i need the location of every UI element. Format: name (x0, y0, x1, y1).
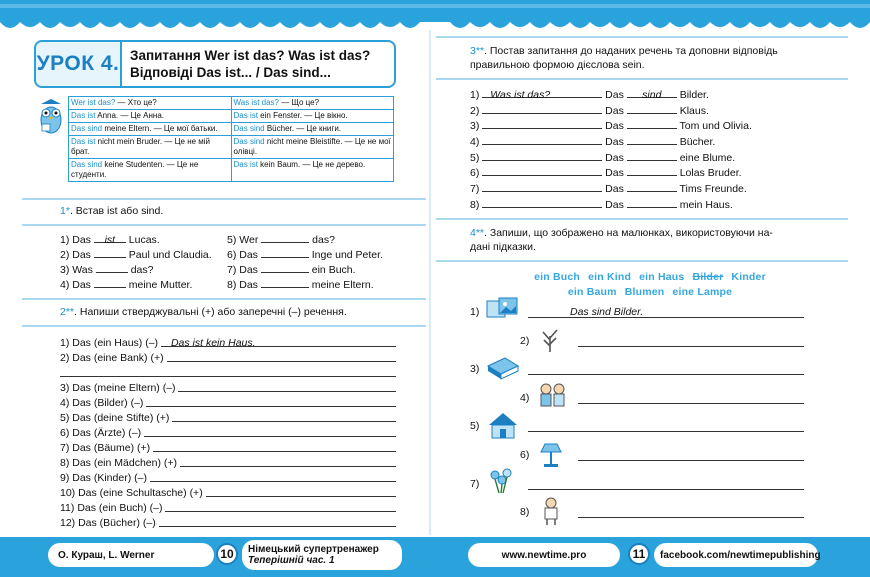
ex1-body (60, 233, 420, 295)
ex3-question-blank[interactable] (482, 151, 602, 161)
ex3-item-number: 6) (470, 167, 483, 180)
ex3-ending: eine Blume. (676, 151, 736, 164)
ex4-item-number: 8) (520, 506, 530, 519)
ex2-item (60, 456, 396, 471)
ex1-item-end: Paul und Claudia. (125, 249, 212, 261)
grammar-keyword: Das sind (71, 124, 103, 133)
grammar-row (69, 97, 394, 110)
ex2-answer-line[interactable] (153, 441, 396, 452)
section-divider (436, 218, 848, 220)
grammar-cell (231, 123, 394, 136)
pictures-icon (484, 295, 522, 327)
ex3-das: Das (602, 136, 627, 149)
ex2-prompt: 3) Das (meine Eltern) (–) (60, 382, 179, 394)
ex1-answer-blank[interactable] (261, 263, 309, 273)
ex2-heading: 2**. Напиши стверджувальні (+) або заперечні (–) речення. (60, 306, 347, 318)
grammar-translation: nicht mein Bruder. — Це не мій брат. (71, 137, 211, 156)
footer-book-title: Німецький супертренажер Теперішній час. 1 (242, 540, 402, 570)
ex1-answer-blank[interactable] (94, 248, 126, 258)
grammar-cell (69, 110, 232, 123)
grammar-table (68, 96, 394, 182)
ex3-verb-blank[interactable] (627, 135, 677, 145)
section-divider (22, 224, 426, 226)
ex1-answer-blank[interactable] (261, 233, 309, 243)
ex3-ending: Klaus. (676, 104, 709, 117)
footer-authors: О. Кураш, L. Werner (48, 543, 214, 567)
ex2-prompt: 6) Das (Ärzte) (–) (60, 427, 145, 439)
ex1-answer-blank[interactable] (94, 278, 126, 288)
ex1-answer-blank[interactable] (261, 278, 309, 288)
ex3-item (470, 135, 810, 151)
grammar-cell (69, 123, 232, 136)
ex3-item (470, 182, 810, 198)
word-bank-word: ein Kind (588, 271, 632, 283)
ex1-item-end: meine Eltern. (308, 279, 374, 291)
grammar-cell (231, 159, 394, 182)
ex2-instruction: . Напиши стверджувальні (+) або заперечні (–) речення. (74, 306, 347, 318)
ex2-item (60, 501, 396, 516)
grammar-translation: — Хто це? (115, 98, 157, 107)
ex1-answer-blank[interactable] (261, 248, 309, 258)
ex3-item-number: 7) (470, 183, 483, 196)
grammar-row (69, 159, 394, 182)
ex4-answer: Das sind Bilder. (570, 306, 644, 318)
ex4-answer-line[interactable] (578, 391, 804, 404)
ex1-item (60, 278, 212, 293)
ex3-verb-blank[interactable] (627, 182, 677, 192)
ex3-question-blank[interactable] (482, 104, 602, 114)
ex3-item-number: 3) (470, 120, 483, 133)
ex2-answer: Das ist kein Haus. (170, 337, 256, 349)
footer-facebook-link[interactable]: facebook.com/newtimepublishing (654, 543, 818, 567)
spread-divider (429, 30, 431, 535)
ex1-item-start: 7) Das (227, 264, 261, 276)
ex2-body (60, 336, 396, 531)
ex2-prompt: 9) Das (Kinder) (–) (60, 472, 150, 484)
ex4-answer-line[interactable] (578, 334, 804, 347)
ex1-answer: ist (104, 234, 116, 246)
ex2-item (60, 516, 396, 531)
grammar-keyword: Das ist (71, 137, 96, 146)
ex2-answer-line[interactable] (144, 426, 396, 437)
grammar-cell (69, 159, 232, 182)
word-bank-word: ein Buch (534, 271, 581, 283)
section-divider (436, 260, 848, 262)
word-bank-word: Kinder (731, 271, 766, 283)
section-divider (436, 36, 848, 38)
book-icon (484, 352, 522, 384)
word-bank-word: Bilder (692, 271, 724, 283)
ex3-ending: Bücher. (676, 136, 716, 149)
grammar-translation: meine Eltern. — Це мої батьки. (102, 124, 218, 133)
ex4-item-number: 2) (520, 334, 530, 347)
grammar-cell (231, 97, 394, 110)
ex1-item-end: das? (309, 234, 335, 246)
ex2-answer-line[interactable] (146, 396, 396, 407)
ex3-ending: Tom und Olivia. (676, 120, 752, 133)
ex2-answer-line[interactable] (167, 351, 397, 362)
grammar-cell (231, 136, 394, 159)
ex2-prompt: 11) Das (ein Buch) (–) (60, 502, 166, 514)
ex2-answer-line[interactable] (150, 471, 396, 482)
ex1-item-start: 5) Wer (227, 234, 262, 246)
ex3-item-number: 1) (470, 89, 483, 101)
ex2-item (60, 351, 396, 366)
grammar-cell (69, 97, 232, 110)
ex3-das: Das (602, 183, 627, 196)
ex3-ending: Tims Freunde. (676, 183, 747, 196)
grammar-keyword: Wer ist das? (71, 98, 116, 107)
ex3-question-blank[interactable] (482, 182, 602, 192)
ex4-answer-line[interactable] (528, 419, 804, 432)
ex3-question-blank[interactable] (482, 166, 602, 176)
grammar-translation: kein Baum. — Це не дерево. (257, 160, 366, 169)
ex2-item (60, 411, 396, 426)
ex4-instruction: . Запиши, що зображено на малюнках, використовуючи на- (484, 227, 773, 239)
page-number-left: 10 (216, 543, 238, 565)
ex4-heading: 4**. Запиши, що зображено на малюнках, використовуючи на- дані підказки. (470, 227, 773, 253)
ex4-item-number: 3) (470, 363, 480, 376)
ex3-body (470, 88, 810, 214)
ex3-verb-blank[interactable] (627, 104, 677, 114)
ex1-item-end: Inge und Peter. (308, 249, 383, 261)
tree-icon (534, 324, 572, 356)
ex1-item-start: 2) Das (60, 249, 94, 261)
lamp-icon (534, 438, 572, 470)
ex2-answer-line[interactable] (206, 486, 396, 497)
ex3-verb-blank[interactable] (627, 166, 677, 176)
ex2-item (60, 336, 396, 351)
ex2-item (60, 441, 396, 456)
grammar-keyword: Das ist (233, 160, 258, 169)
ex3-das: Das (602, 104, 627, 117)
ex3-item-number: 4) (470, 136, 483, 149)
ex4-answer-line[interactable] (578, 505, 804, 518)
section-divider (436, 78, 848, 80)
grammar-keyword: Das sind (233, 124, 265, 133)
ex2-prompt: 1) Das (ein Haus) (–) (60, 337, 161, 349)
grammar-translation: Bücher. — Це книги. (264, 124, 342, 133)
ex3-question: Was ist das? (490, 89, 551, 101)
section-divider (22, 198, 426, 200)
ex1-item-end: ein Buch. (308, 264, 356, 276)
ex1-item-start: 8) Das (227, 279, 261, 291)
ex2-item (60, 366, 396, 381)
grammar-row (69, 136, 394, 159)
grammar-cell (231, 110, 394, 123)
ex3-ending: Lolas Bruder. (676, 167, 742, 180)
grammar-keyword: Was ist das? (233, 98, 279, 107)
ex3-question-blank[interactable] (482, 135, 602, 145)
ex1-item (60, 233, 212, 248)
ex3-verb-blank[interactable] (627, 119, 677, 129)
ex1-item (227, 248, 383, 263)
ex3-question-blank[interactable] (482, 198, 602, 208)
ex2-answer-line[interactable] (172, 411, 396, 422)
word-bank-word: Blumen (624, 286, 665, 298)
ex1-instruction: . Встав ist або sind. (69, 205, 164, 217)
grammar-translation: — Що це? (279, 98, 320, 107)
ex3-instruction: . Постав запитання до наданих речень та доповни відповідь (484, 45, 778, 57)
ex4-item-number: 4) (520, 391, 530, 404)
ex1-item-start: 6) Das (227, 249, 261, 261)
ex4-item-number: 1) (470, 306, 480, 318)
ex4-answer-line[interactable] (528, 305, 804, 318)
ex2-prompt: 10) Das (eine Schultasche) (+) (60, 487, 206, 499)
ex3-verb: sind (642, 89, 662, 101)
ex2-item (60, 471, 396, 486)
ex2-prompt: 2) Das (eine Bank) (+) (60, 352, 167, 364)
footer-website-link[interactable]: www.newtime.pro (468, 543, 620, 567)
ex1-item-end: das? (127, 264, 154, 276)
ex3-item-number: 8) (470, 198, 483, 211)
ex1-answer-blank[interactable] (96, 263, 128, 273)
grammar-keyword: Das sind (71, 160, 103, 169)
page-number-right: 11 (628, 543, 650, 565)
grammar-row (69, 110, 394, 123)
ex3-das: Das (602, 167, 627, 180)
word-bank (470, 270, 830, 300)
ex2-answer-line[interactable] (161, 336, 396, 347)
ex1-heading: 1*. Встав ist або sind. (60, 205, 164, 217)
ex3-verb-blank[interactable] (627, 151, 677, 161)
ex1-item (227, 278, 383, 293)
ex1-answer-blank[interactable] (94, 233, 126, 246)
ex2-item (60, 426, 396, 441)
ex1-item-start: 3) Was (60, 264, 96, 276)
grammar-keyword: Das ist (233, 111, 258, 120)
ex3-das: Das (602, 89, 627, 101)
word-bank-word: ein Baum (567, 286, 617, 298)
ex1-item (227, 233, 383, 248)
grammar-row (69, 123, 394, 136)
lesson-number: УРОК 4. (36, 42, 122, 86)
ex3-das: Das (602, 120, 627, 133)
grammar-translation: ein Fenster. — Це вікно. (257, 111, 348, 120)
flowers-icon (484, 467, 522, 499)
ex3-item-number: 5) (470, 151, 483, 164)
children-icon (534, 381, 572, 413)
ex3-item-number: 2) (470, 104, 483, 117)
ex3-item (470, 198, 810, 214)
ex1-item-end: Lucas. (125, 234, 160, 246)
top-wave-band (0, 0, 870, 40)
ex4-answer-line[interactable] (528, 362, 804, 375)
ex3-item (470, 166, 810, 182)
ex3-das: Das (602, 151, 627, 164)
ex2-prompt: 7) Das (Bäume) (+) (60, 442, 154, 454)
grammar-cell (69, 136, 232, 159)
ex2-answer-line[interactable] (159, 516, 396, 527)
ex2-prompt: 4) Das (Bilder) (–) (60, 397, 147, 409)
ex3-das: Das (602, 198, 627, 211)
ex2-answer-line[interactable] (180, 456, 396, 467)
ex3-question-blank[interactable] (482, 88, 602, 101)
ex2-item (60, 381, 396, 396)
grammar-translation: keine Studenten. — Це не студенти. (71, 160, 199, 179)
ex4-answer-line[interactable] (528, 477, 804, 490)
word-bank-word: eine Lampe (672, 286, 733, 298)
ex4-answer-line[interactable] (578, 448, 804, 461)
grammar-keyword: Das sind (233, 137, 265, 146)
ex3-ending: mein Haus. (676, 198, 733, 211)
lesson-header (34, 40, 396, 88)
grammar-translation: Anna. — Це Анна. (95, 111, 165, 120)
ex3-item (470, 151, 810, 167)
ex3-verb-blank[interactable] (627, 88, 677, 101)
ex4-item-number: 7) (470, 477, 480, 490)
ex2-prompt: 8) Das (ein Mädchen) (+) (60, 457, 180, 469)
ex3-question-blank[interactable] (482, 119, 602, 129)
word-bank-word: ein Haus (639, 271, 685, 283)
grammar-keyword: Das ist (71, 111, 96, 120)
ex3-item (470, 104, 810, 120)
ex3-item (470, 88, 810, 104)
ex1-item (227, 263, 383, 278)
ex1-item (60, 248, 212, 263)
ex1-item-start: 4) Das (60, 279, 94, 291)
ex4-item-number: 5) (470, 420, 480, 433)
ex3-verb-blank[interactable] (627, 198, 677, 208)
ex2-answer-line[interactable] (178, 381, 396, 392)
ex3-ending: Bilder. (676, 89, 709, 101)
ex3-heading: 3**. Постав запитання до наданих речень та доповни відповідь правильною формою дієслова sein. (470, 45, 778, 71)
section-divider (22, 325, 426, 327)
section-divider (22, 298, 426, 300)
ex4-item-number: 6) (520, 449, 530, 461)
house-icon (484, 409, 522, 441)
ex2-prompt: 12) Das (Bücher) (–) (60, 517, 159, 529)
ex3-item (470, 119, 810, 135)
owl-mascot-icon (36, 96, 66, 136)
grammar-translation: nicht meine Bleistifte. — Це не мої олівці. (233, 137, 391, 156)
ex2-prompt: 5) Das (deine Stifte) (+) (60, 412, 173, 424)
lesson-title: Запитання Wer ist das? Was ist das? Відповіді Das ist... / Das sind... (130, 48, 371, 80)
ex2-answer-line[interactable] (165, 501, 396, 512)
ex2-item (60, 486, 396, 501)
ex2-item (60, 396, 396, 411)
ex1-item (60, 263, 212, 278)
ex1-item-start: 1) Das (60, 234, 94, 246)
ex2-answer-line[interactable] (60, 366, 396, 377)
child-icon (534, 495, 572, 527)
ex1-item-end: meine Mutter. (125, 279, 193, 291)
